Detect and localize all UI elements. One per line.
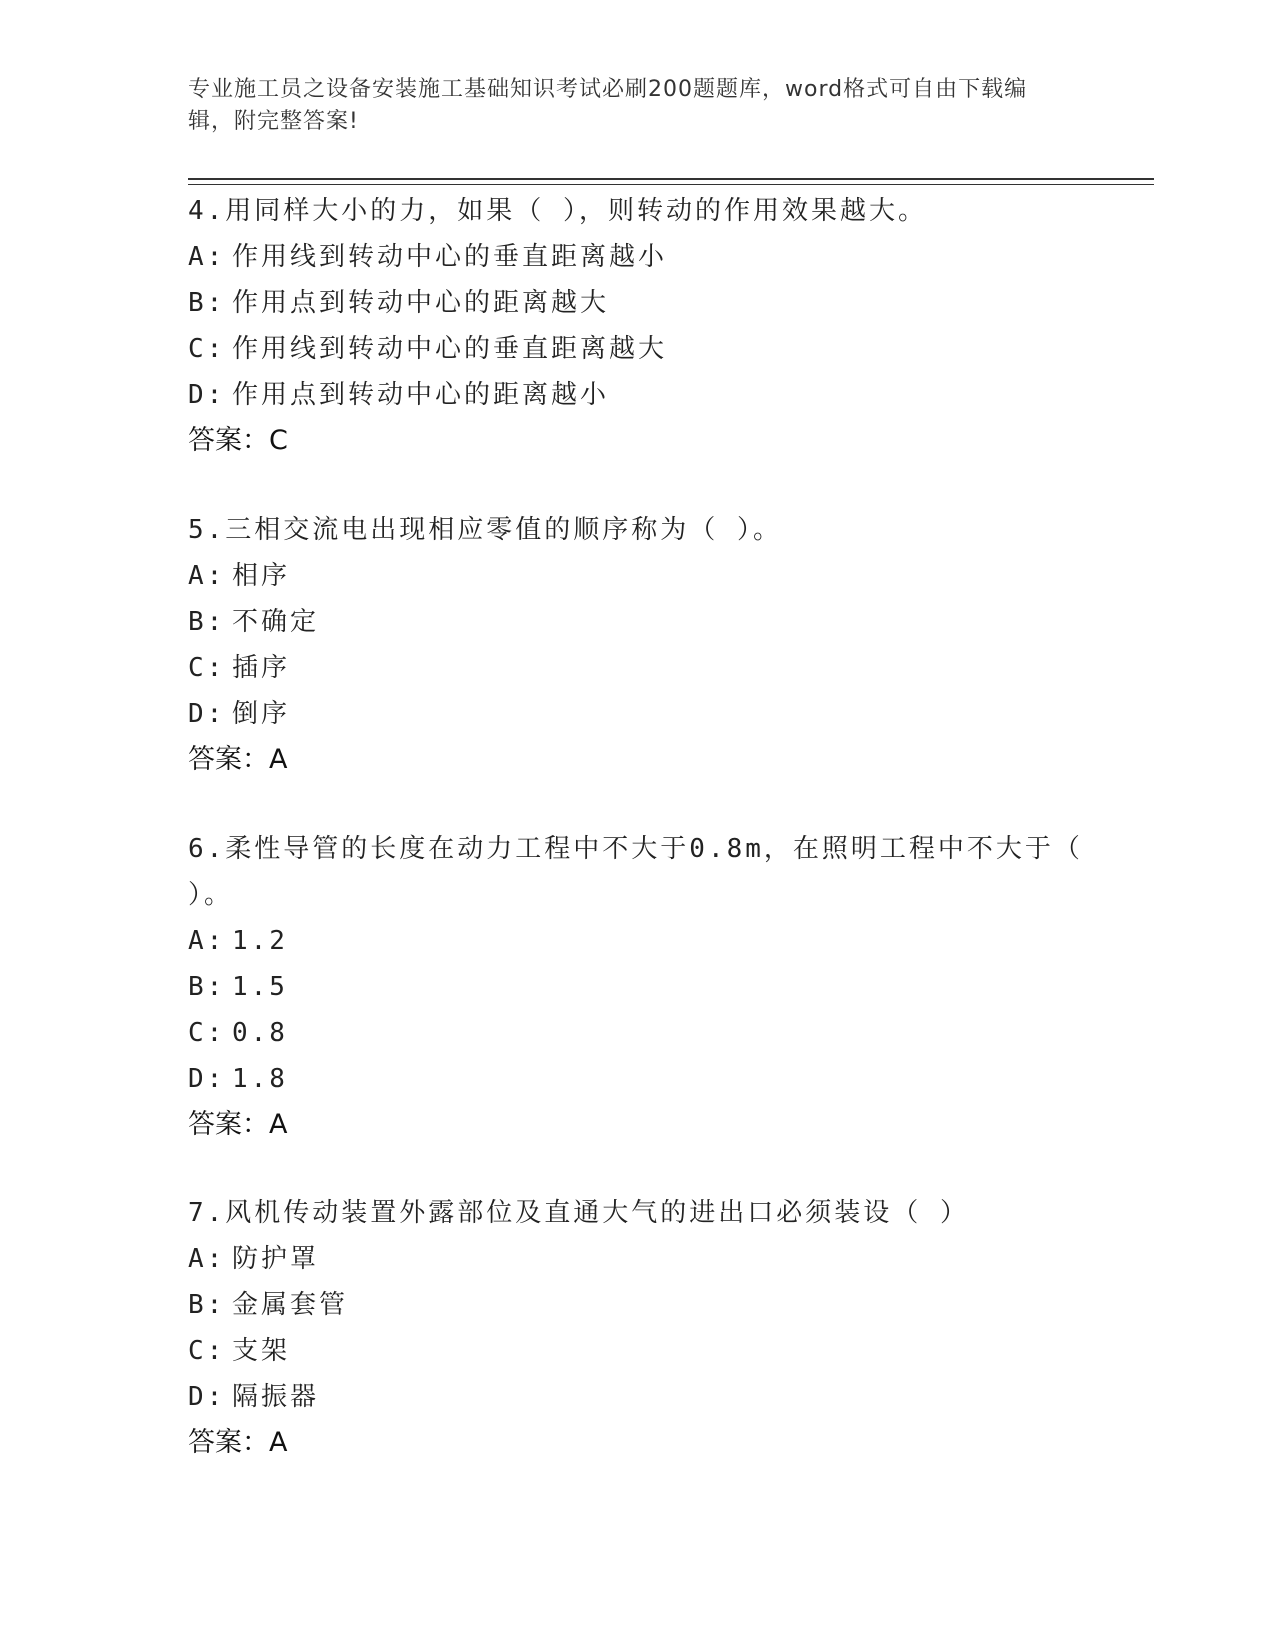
question-block — [188, 826, 1088, 1148]
option-text: 1.2 — [232, 926, 288, 956]
option-letter: D: — [188, 1064, 226, 1094]
option-b — [188, 964, 1088, 1010]
option-c — [188, 1010, 1088, 1056]
option-letter: B: — [188, 607, 226, 637]
question-stem: 6.柔性导管的长度在动力工程中不大于0.8m，在照明工程中不大于（ ）。 — [188, 834, 1083, 910]
option-a — [188, 234, 1088, 280]
option-letter: D: — [188, 1382, 226, 1412]
question-stem: 7.风机传动装置外露部位及直通大气的进出口必须装设（ ） — [188, 1198, 969, 1228]
option-letter: A: — [188, 561, 226, 591]
option-text: 1.5 — [232, 972, 288, 1002]
option-text: 作用点到转动中心的距离越小 — [232, 380, 610, 410]
option-text: 倒序 — [232, 699, 291, 729]
answer-line: 答案：C — [188, 425, 288, 456]
option-letter: D: — [188, 699, 226, 729]
option-text: 作用线到转动中心的垂直距离越小 — [232, 242, 668, 272]
option-letter: C: — [188, 1018, 226, 1048]
option-b — [188, 280, 1088, 326]
option-letter: B: — [188, 972, 226, 1002]
answer-line: 答案：A — [188, 1427, 288, 1458]
option-letter: A: — [188, 926, 226, 956]
question-block — [188, 507, 1088, 783]
document-header: 专业施工员之设备安装施工基础知识考试必刷200题题库，word格式可自由下载编辑，附完整答案! — [188, 77, 1028, 134]
option-letter: B: — [188, 288, 226, 318]
option-text: 作用线到转动中心的垂直距离越大 — [232, 334, 668, 364]
option-text: 防护罩 — [232, 1244, 320, 1274]
option-d — [188, 372, 1088, 418]
option-d — [188, 1374, 1088, 1420]
option-letter: C: — [188, 334, 226, 364]
option-c — [188, 645, 1088, 691]
option-letter: C: — [188, 1336, 226, 1366]
header-divider-thin — [188, 184, 1154, 185]
answer-line: 答案：A — [188, 1109, 288, 1140]
option-letter: A: — [188, 242, 226, 272]
option-b — [188, 599, 1088, 645]
question-block — [188, 188, 1088, 464]
option-text: 金属套管 — [232, 1290, 349, 1320]
question-block — [188, 1190, 1088, 1466]
option-a — [188, 553, 1088, 599]
option-letter: B: — [188, 1290, 226, 1320]
option-c — [188, 1328, 1088, 1374]
option-text: 作用点到转动中心的距离越大 — [232, 288, 610, 318]
option-text: 相序 — [232, 561, 291, 591]
option-b — [188, 1282, 1088, 1328]
option-a — [188, 918, 1088, 964]
option-letter: C: — [188, 653, 226, 683]
question-stem: 5.三相交流电出现相应零值的顺序称为（ ）。 — [188, 515, 782, 545]
option-d — [188, 691, 1088, 737]
answer-line: 答案：A — [188, 744, 288, 775]
option-text: 插序 — [232, 653, 291, 683]
option-c — [188, 326, 1088, 372]
question-stem: 4.用同样大小的力，如果（ ），则转动的作用效果越大。 — [188, 196, 927, 226]
header-divider-thick — [188, 178, 1154, 180]
option-text: 1.8 — [232, 1064, 288, 1094]
option-text: 支架 — [232, 1336, 291, 1366]
option-letter: A: — [188, 1244, 226, 1274]
option-d — [188, 1056, 1088, 1102]
option-text: 不确定 — [232, 607, 320, 637]
option-a — [188, 1236, 1088, 1282]
option-letter: D: — [188, 380, 226, 410]
option-text: 0.8 — [232, 1018, 288, 1048]
option-text: 隔振器 — [232, 1382, 320, 1412]
